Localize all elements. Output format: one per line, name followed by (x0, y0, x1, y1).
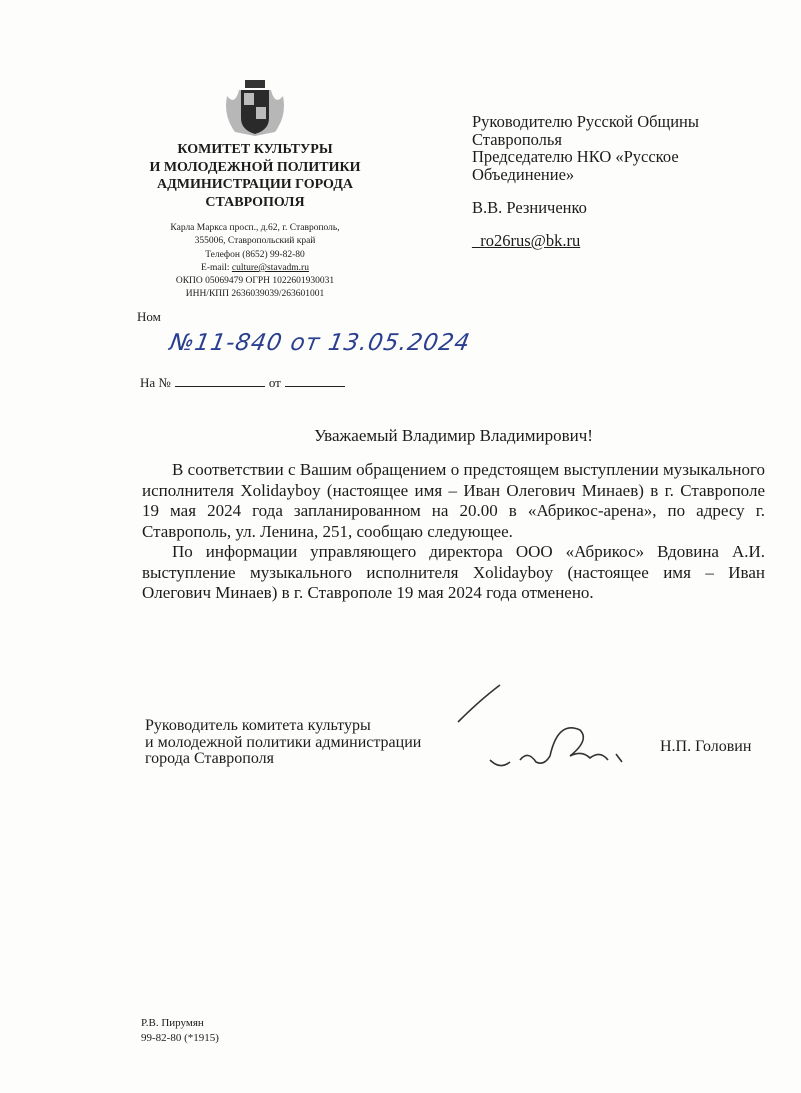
address-line: Карла Маркса просп., д.62, г. Ставрополь, (170, 223, 340, 233)
executor-name: Р.В. Пирумян (141, 1017, 204, 1029)
org-line: И МОЛОДЕЖНОЙ ПОЛИТИКИ (149, 159, 361, 175)
signatory-position (145, 718, 421, 768)
org-line: КОМИТЕТ КУЛЬТУРЫ (177, 142, 333, 157)
org-line: СТАВРОПОЛЯ (205, 194, 305, 210)
handwritten-outgoing-number: №11-840 от 13.05.2024 (167, 330, 473, 356)
city-coat-of-arms-icon (221, 76, 289, 138)
greeting: Уважаемый Владимир Владимирович! (314, 426, 593, 445)
recipient-line: Объединение» (472, 164, 575, 184)
body-paragraph: По информации управляющего директора ООО «Абрикос» Вдовина А.И. выступление музыкального исполнителя Xolidayboy (настоящее имя – Иван Олегович Минаев) в г. Ставрополе 19 мая 2024 года отменено. (142, 542, 765, 602)
ref-date-blank (285, 376, 345, 387)
recipient-name: В.В. Резниченко (472, 198, 587, 217)
recipient-line: Председателю НКО «Русское (472, 147, 679, 166)
organization-name (130, 141, 380, 211)
position-line: Руководитель комитета культуры (145, 717, 371, 734)
ref-date-label: от (268, 375, 281, 390)
body-paragraph: В соответствии с Вашим обращением о предстоящем выступлении музыкального исполнителя Xolidayboy (настоящее имя – Иван Олегович Минаев) в г. Ставрополе 19 мая 2024 года запланированном на 20.00 в «Абрикос-арена», по адресу г. Ставрополь, ул. Ленина, 251, сообщаю следующее. (142, 460, 765, 541)
recipient-block (472, 113, 772, 183)
email-line (140, 262, 370, 275)
handwritten-signature (450, 680, 630, 780)
codes-line: ОКПО 05069479 ОГРН 1022601930031 (175, 276, 335, 287)
recipient-line: Ставрополья (472, 129, 563, 149)
organization-details (140, 222, 370, 302)
executor-phone: 99-82-80 (*1915) (141, 1032, 219, 1044)
address-line: 355006, Ставропольский край (194, 236, 316, 247)
executor-block (141, 1016, 219, 1046)
org-email-link[interactable]: culture@stavadm.ru (231, 262, 309, 273)
signatory-name: Н.П. Головин (660, 738, 752, 755)
org-line: АДМИНИСТРАЦИИ ГОРОДА (157, 177, 353, 192)
reference-line (140, 375, 349, 391)
recipient-email-link[interactable]: _ro26rus@bk.ru (472, 231, 581, 250)
email-label: E-mail: (201, 262, 232, 273)
number-label: Ном (137, 309, 161, 324)
recipient-line: Руководителю Русской Общины (472, 112, 699, 131)
letter-body (142, 460, 765, 604)
ref-number-blank (175, 376, 265, 387)
codes-line: ИНН/КПП 2636039039/263601001 (185, 289, 325, 300)
phone-line: Телефон (8652) 99-82-80 (205, 249, 305, 260)
ref-number-label: На № (140, 375, 171, 390)
position-line: города Ставрополя (145, 750, 274, 767)
position-line: и молодежной политики администрации (145, 733, 422, 751)
